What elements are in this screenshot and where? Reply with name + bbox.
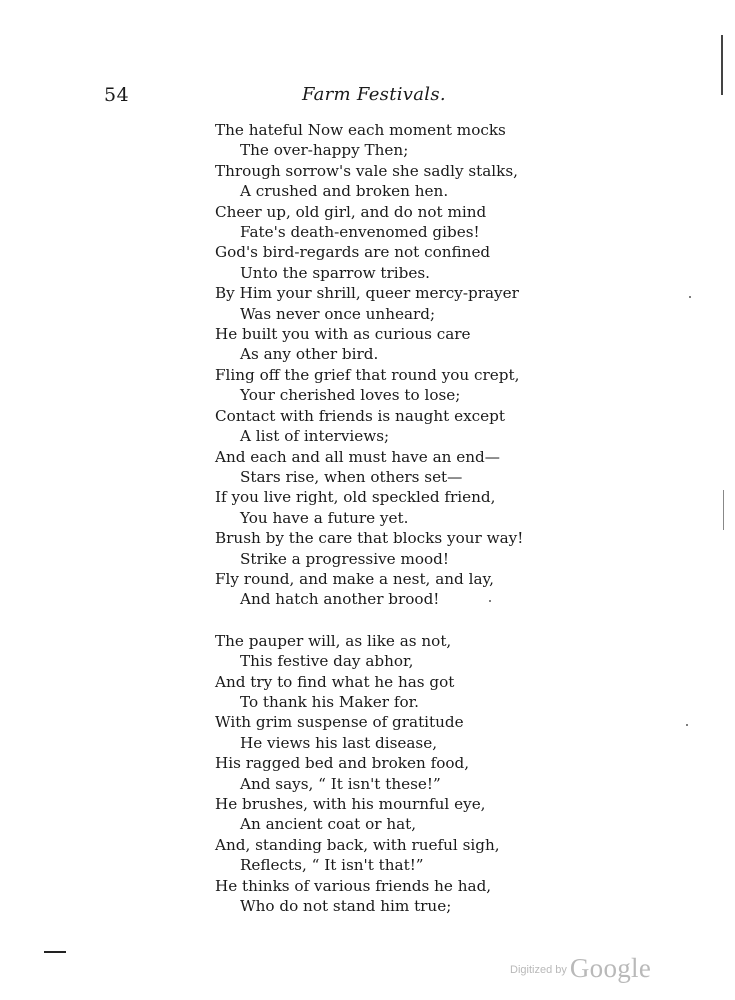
ink-speck [689,296,691,298]
digitized-watermark [510,953,651,984]
poem-line: And hatch another brood! [240,590,440,609]
scan-corner-mark [44,951,66,953]
watermark-brand-logo: Google [569,953,652,983]
ink-speck [489,600,491,602]
poem-line: And says, “ It isn't these!” [240,774,441,793]
poem-line: The pauper will, as like as not, [215,631,452,650]
poem-line: If you live right, old speckled friend, [215,488,496,507]
poem-line: Cheer up, old girl, and do not mind [215,202,487,221]
page-number: 54 [104,84,130,106]
poem-line: This festive day abhor, [240,652,414,671]
poem-line: Through sorrow's vale she sadly stalks, [215,161,518,180]
poem-line: Fate's death-envenomed gibes! [240,223,480,242]
poem-line: Fly round, and make a nest, and lay, [215,569,494,588]
poem-line: Reflects, “ It isn't that!” [240,856,424,875]
ink-speck [686,724,688,726]
poem-line: And each and all must have an end— [215,447,500,466]
poem-line: With grim suspense of gratitude [215,713,464,732]
running-title: Farm Festivals. [302,84,446,105]
watermark-prefix: Digitized by [510,964,567,976]
scan-edge-mark [721,35,723,95]
poem-line: To thank his Maker for. [240,692,419,711]
poem-line: And, standing back, with rueful sigh, [215,835,500,854]
poem-line: You have a future yet. [240,508,409,527]
poem-line: He views his last disease, [240,733,438,752]
stanza [215,120,523,610]
poem-line: The over-happy Then; [240,141,409,160]
stanza-break [215,610,523,631]
poem-line: Who do not stand him true; [240,897,452,916]
poem-line: And try to find what he has got [215,672,455,691]
poem-body [215,120,523,916]
poem-line: He built you with as curious care [215,325,471,344]
poem-line: Strike a progressive mood! [240,549,449,568]
poem-line: A crushed and broken hen. [240,182,449,201]
poem-line: He brushes, with his mournful eye, [215,795,486,813]
poem-line: He thinks of various friends he had, [215,876,492,895]
poem-line: God's bird-regards are not confined [215,243,491,262]
poem-line: Was never once unheard; [240,304,436,323]
poem-line: By Him your shrill, queer mercy-prayer [215,284,519,303]
poem-line: Brush by the care that blocks your way! [215,529,524,548]
poem-line: An ancient coat or hat, [240,815,417,834]
scan-edge-mark [723,490,724,530]
poem-line: A list of interviews; [240,427,390,446]
stanza [215,631,523,917]
poem-line: As any other bird. [240,345,379,364]
poem-line: Your cherished loves to lose; [240,386,461,405]
poem-line: Stars rise, when others set— [240,467,463,486]
poem-line: Fling off the grief that round you crept, [215,365,520,384]
poem-line: Unto the sparrow tribes. [240,263,430,282]
poem-line: The hateful Now each moment mocks [215,121,506,139]
poem-line: His ragged bed and broken food, [215,754,470,773]
poem-line: Contact with friends is naught except [215,406,505,425]
